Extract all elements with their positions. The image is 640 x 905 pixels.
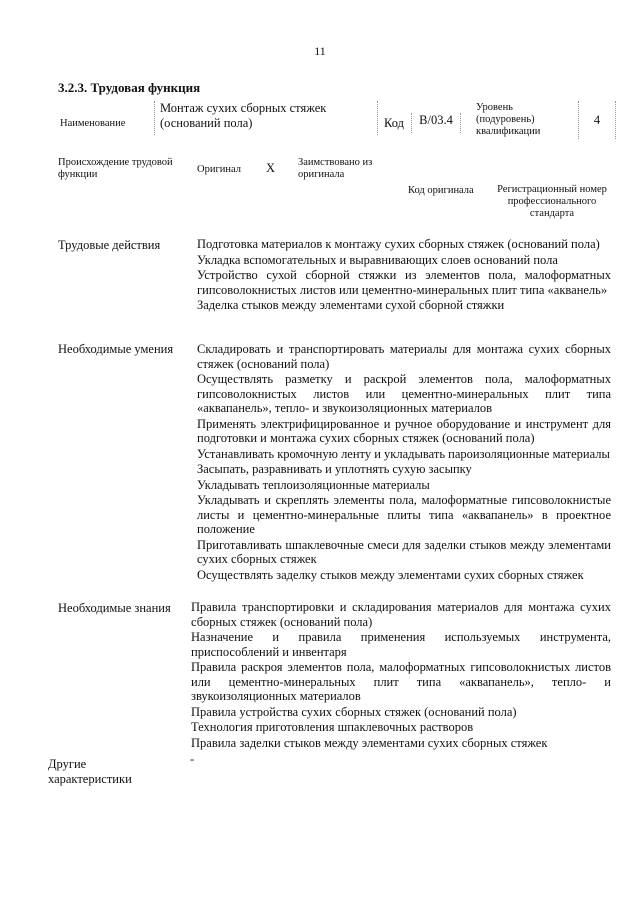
borrowed-label: Заимствовано из оригинала: [298, 157, 373, 180]
original-mark: X: [266, 161, 276, 175]
list-item: Осуществлять заделку стыков между элементами сухих сборных стяжек: [197, 567, 584, 582]
level-value: 4: [578, 101, 616, 139]
skills-list: [197, 342, 611, 583]
section-label-knowledge: Необходимые знания: [58, 601, 171, 615]
list-item: Складировать и транспортировать материалы для монтажа сухих сборных стяжек (оснований пола): [197, 342, 611, 371]
list-item: Укладка вспомогательных и выравнивающих слоев оснований пола: [197, 252, 558, 267]
list-item: Технология приготовления шпаклевочных растворов: [191, 720, 474, 734]
name-value: Монтаж сухих сборных стяжек (оснований пола): [154, 101, 378, 135]
level-label: Уровень (подуровень) квалификации: [476, 102, 541, 137]
list-item: Правила транспортировки и складирования материалов для монтажа сухих сборных стяжек (оснований пола): [191, 600, 611, 629]
actions-list: [197, 237, 611, 314]
list-item: Заделка стыков между элементами сухой сборной стяжки: [197, 298, 505, 312]
code-original-label: Код оригинала: [408, 185, 474, 196]
section-label-skills: Необходимые умения: [58, 342, 174, 356]
name-label: Наименование: [60, 118, 126, 129]
list-item: Правила раскроя элементов пола, малоформатных гипсоволокнистых листов или цементно-минеральных плит типа «аквапанель», тепло- и звукоизоляционных материалов: [191, 660, 611, 703]
list-item: Приготавливать шпаклевочные смеси для заделки стыков между элементами сухих сборных стяжек: [197, 537, 611, 566]
list-item: Укладывать теплоизоляционные материалы: [197, 477, 430, 492]
reg-number-label: Регистрационный номер профессионального стандарта: [497, 184, 607, 219]
list-item: Подготовка материалов к монтажу сухих сборных стяжек (оснований пола): [197, 237, 600, 251]
page-number: 11: [314, 44, 326, 58]
list-item: Устанавливать кромочную ленту и укладывать пароизоляционные материалы: [197, 446, 610, 461]
list-item: Укладывать и скреплять элементы пола, малоформатные гипсоволокнистые листы и цементно-минеральные плиты типа «аквапанель» в проектное положение: [197, 493, 611, 536]
section-title: 3.2.3. Трудовая функция: [58, 80, 201, 95]
list-item: Правила заделки стыков между элементами сухих сборных стяжек: [191, 735, 548, 750]
original-label: Оригинал: [197, 164, 241, 175]
list-item: Осуществлять разметку и раскрой элементов пола, малоформатных гипсоволокнистых листов или цементно-минеральных плит типа «аквапанель», тепло- и звукоизоляционных материалов: [197, 372, 611, 415]
code-label: Код: [384, 116, 404, 130]
section-label-actions: Трудовые действия: [58, 238, 161, 252]
list-item: Устройство сухой сборной стяжки из элементов пола, малоформатных гипсоволокнистых листов или цементно-минеральных плит типа «акванель»: [197, 268, 611, 297]
code-value: В/03.4: [411, 113, 461, 133]
list-item: Правила устройства сухих сборных стяжек (оснований пола): [191, 704, 517, 719]
knowledge-list: [191, 600, 611, 751]
other-value: -: [190, 752, 195, 766]
list-item: Засыпать, разравнивать и уплотнять сухую засыпку: [197, 462, 472, 476]
list-item: Назначение и правила применения используемых инструмента, приспособлений и инвентаря: [191, 630, 611, 659]
other-label: Другие характеристики: [48, 757, 132, 786]
list-item: Применять электрифицированное и ручное оборудование и инструмент для подготовки и монтажа сухих сборных стяжек (оснований пола): [197, 416, 611, 445]
origin-label: Происхождение трудовой функции: [58, 157, 173, 180]
